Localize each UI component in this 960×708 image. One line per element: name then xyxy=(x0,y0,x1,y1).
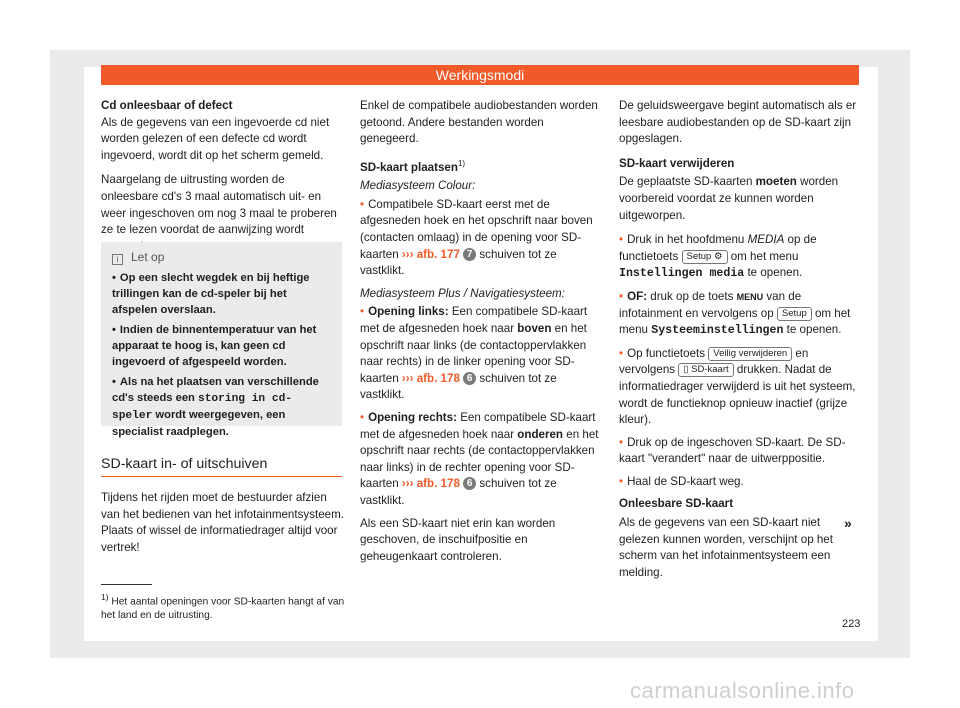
paragraph: De geplaatste SD-kaarten moeten worden voorbereid voordat ze kunnen worden uitgeworpen. xyxy=(619,175,839,222)
caution-title: i Let op xyxy=(112,250,164,265)
figure-link[interactable]: ››› afb. 178 xyxy=(401,371,460,385)
list-item: • Indien de binnentemperatuur van het apparaat te hoog is, kan geen cd ingevoerd of afgespeeld worden. xyxy=(112,324,317,368)
column-right xyxy=(619,98,862,589)
continue-mark: » xyxy=(844,515,852,531)
subheading: Mediasysteem Colour: xyxy=(360,179,476,193)
paragraph: Als een SD-kaart niet erin kan worden geschoven, de inschuifpositie en geheugenkaart controleren. xyxy=(360,516,556,563)
setup-key: Setup ⚙ xyxy=(682,250,728,264)
footnote-divider xyxy=(101,584,152,585)
heading-sd-unreadable: Onleesbare SD-kaart xyxy=(619,497,734,511)
list-item: • Opening links: Een compatibele SD-kaart met de afgesneden hoek naar boven en het opschrift naar links (de contactoppervlakken naar rechts) in de linker opening voor SD-kaarten ››› afb. 178 6 schuiven tot ze vastklikt. xyxy=(360,305,588,402)
heading-sd-insert: SD-kaart plaatsen$^{1)}$ xyxy=(360,158,466,174)
setup-key: Setup xyxy=(777,307,812,321)
section-divider xyxy=(101,476,342,477)
section-body: Tijdens het rijden moet de bestuurder afzien van het bedienen van het infotainmentsysteem. Plaats of wissel de informatiedrager altijd voor vertrek! xyxy=(101,491,344,554)
paragraph: De geluidsweergave begint automatisch als er leesbare audiobestanden op de SD-kaart zijn opgeslagen. xyxy=(619,99,857,146)
paragraph: Enkel de compatibele audiobestanden worden getoond. Andere bestanden worden genegeerd. xyxy=(360,99,598,146)
list-item: • OF: druk op de toets MENU van de infotainment en vervolgens op Setup om het menu Systeeminstellingen te openen. xyxy=(619,289,851,338)
list-item: • Haal de SD-kaart weg. xyxy=(619,474,744,488)
caution-body xyxy=(112,270,334,444)
list-item: • Op een slecht wegdek en bij heftige trillingen kan de cd-speler bij het afspelen overslaan. xyxy=(112,272,310,316)
list-item: • Druk op de ingeschoven SD-kaart. De SD-kaart "verandert" naar de uitwerppositie. xyxy=(619,435,846,466)
list-item: • Compatibele SD-kaart eerst met de afgesneden hoek en het opschrift naar boven (contacten omlaag) in de opening voor SD-kaarten ››› afb. 177 7 schuiven tot ze vastklikt. xyxy=(360,197,593,278)
sd-card-key: ▯ SD-kaart xyxy=(678,363,733,377)
column-middle xyxy=(360,98,602,573)
heading-cd-unreadable: Cd onleesbaar of defect xyxy=(101,99,233,112)
display-message: storing in cd- speler xyxy=(112,393,292,422)
heading-sd-remove: SD-kaart verwijderen xyxy=(619,156,735,170)
figure-link[interactable]: ››› afb. 178 xyxy=(401,477,460,491)
figure-link[interactable]: ››› afb. 177 xyxy=(401,247,460,261)
info-square-icon: i xyxy=(112,254,123,265)
callout-number: 6 xyxy=(463,372,476,385)
list-item: • Druk in het hoofdmenu MEDIA op de functietoets Setup ⚙ om het menu Instellingen media te openen. xyxy=(619,233,817,281)
list-item: • Op functietoets Veilig verwijderen en vervolgens ▯ SD-kaart drukken. Nadat de informatiedrager verwijderd is uit het systeem, wordt de functieknop opnieuw inactief (grijze kleur). xyxy=(619,346,856,427)
list-item: • Als na het plaatsen van verschillende cd's steeds een storing in cd- speler wordt weergegeven, een specialist raadplegen. xyxy=(112,376,319,438)
paragraph: Als de gegevens van een SD-kaart niet gelezen kunnen worden, verschijnt op het scherm van het infotainmentsysteem een melding. xyxy=(619,516,833,579)
section-title: SD-kaart in- of uitschuiven xyxy=(101,456,268,472)
watermark: carmanualsonline.info xyxy=(630,678,855,703)
subheading: Mediasysteem Plus / Navigatiesysteem: xyxy=(360,286,565,300)
paragraph: Naargelang de uitrusting worden de onleesbare cd's 3 maal automatisch uit- en weer ingeschoven om nog 3 maal te proberen ze te lezen voordat de aanwijzing wordt xyxy=(101,173,337,237)
footnote: $^{1)}$ Het aantal openingen voor SD-kaarten hangt af van het land en de uitrusting. xyxy=(101,592,345,622)
page-number: 223 xyxy=(842,618,861,630)
paragraph: Als de gegevens van een ingevoerde cd niet worden gelezen of een defecte cd wordt ingevoerd, wordt dit op het scherm gemeld. xyxy=(101,115,330,162)
list-item: • Opening rechts: Een compatibele SD-kaart met de afgesneden hoek naar onderen en het opschrift naar rechts (de contactoppervlakken naar links) in de rechter opening voor SD-kaarten ››› afb. 178 6 schuiven tot ze vastklikt. xyxy=(360,410,599,507)
column-left xyxy=(101,98,344,263)
menu-key: MENU xyxy=(736,291,764,302)
safe-remove-key: Veilig verwijderen xyxy=(708,347,792,361)
callout-number: 6 xyxy=(463,477,476,490)
callout-number: 7 xyxy=(463,248,476,261)
section-header: Werkingsmodi xyxy=(101,65,859,85)
